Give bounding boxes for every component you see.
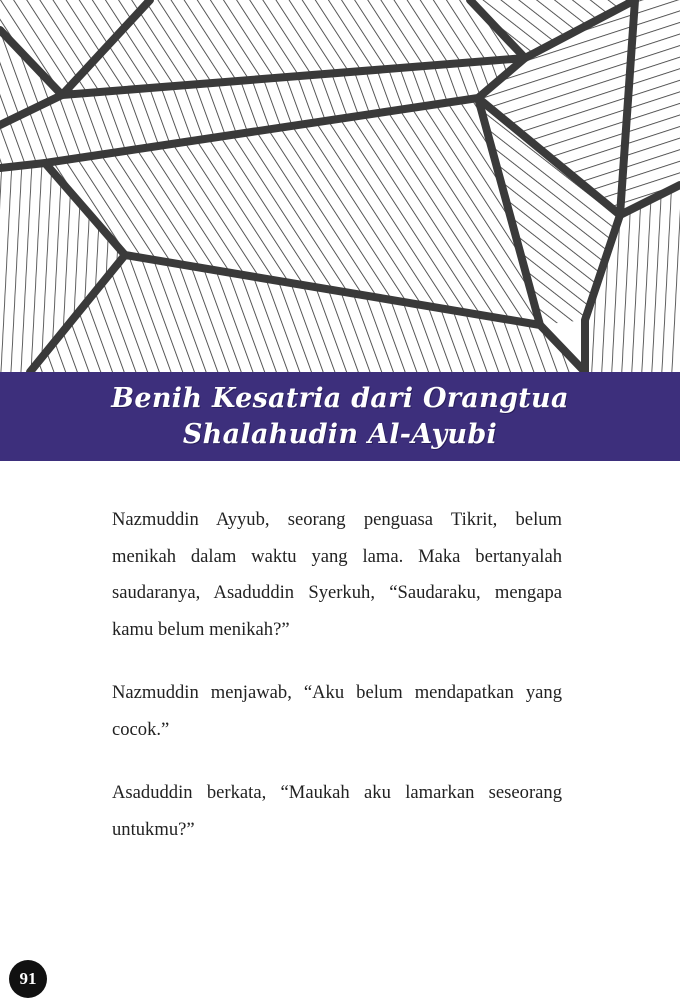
body-text — [112, 502, 562, 875]
paragraph: Nazmuddin Ayyub, seorang penguasa Tikrit, belum menikah dalam waktu yang lama. Maka bertanyalah saudaranya, Asaduddin Syerkuh, “Saudaraku, mengapa kamu belum menikah?” — [112, 509, 562, 640]
chapter-title-line-2: Shalahudin Al-Ayubi — [182, 418, 498, 450]
page-number-badge: 91 — [9, 960, 47, 998]
chapter-title-banner — [0, 372, 680, 461]
paragraph: Asaduddin berkata, “Maukah aku lamarkan seseorang untukmu?” — [112, 782, 562, 840]
paragraph: Nazmuddin menjawab, “Aku belum mendapatkan yang cocok.” — [112, 682, 562, 740]
decorative-header-art — [0, 0, 680, 380]
chapter-title-line-1: Benih Kesatria dari Orangtua — [111, 382, 569, 414]
